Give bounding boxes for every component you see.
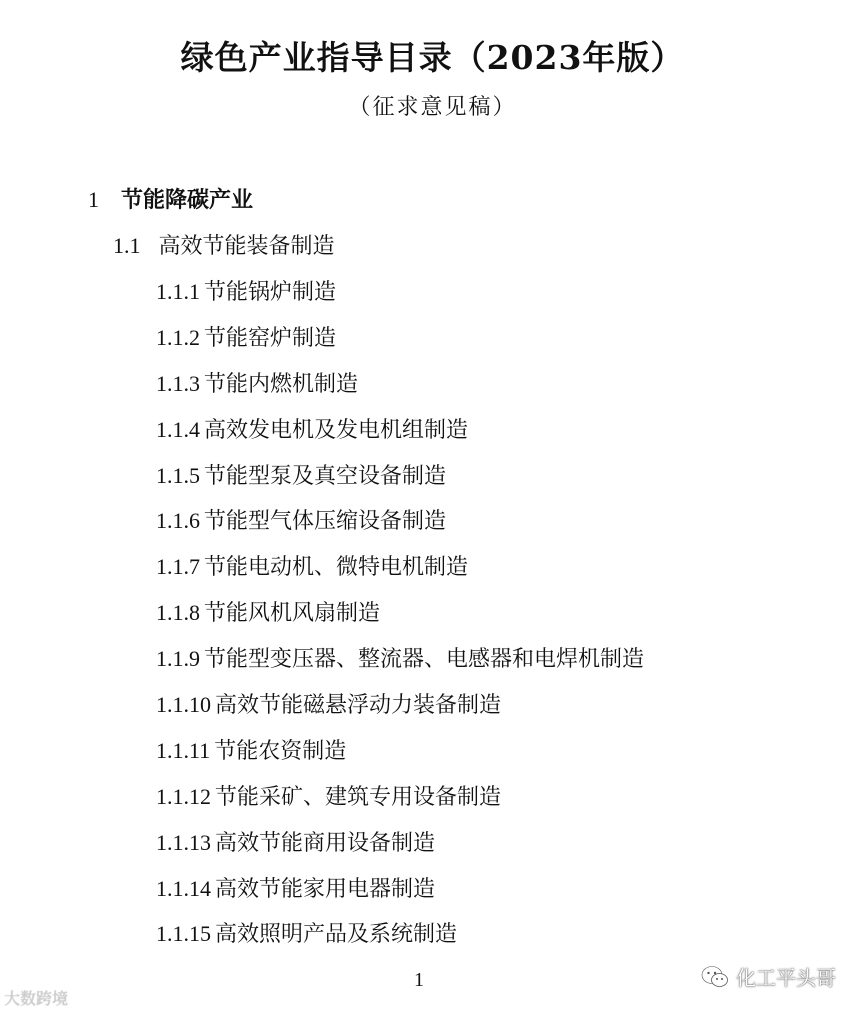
section-label: 节能降碳产业	[121, 187, 254, 213]
item-label: 高效发电机及发电机组制造	[204, 417, 469, 443]
watermark-right-text: 化工平头哥	[736, 966, 836, 990]
item-label: 高效节能商用设备制造	[215, 830, 436, 856]
list-item	[156, 597, 644, 643]
subsection-label: 高效节能装备制造	[158, 234, 335, 259]
document-title: 绿色产业指导目录（2023年版）	[180, 38, 685, 77]
item-label: 高效照明产品及系统制造	[215, 922, 458, 948]
section-heading	[88, 184, 253, 216]
list-item	[156, 643, 644, 689]
item-label: 节能内燃机制造	[204, 371, 359, 397]
watermark-left	[4, 986, 68, 1009]
section-number: 1	[88, 187, 99, 212]
list-item	[156, 505, 644, 551]
list-item	[156, 322, 644, 368]
list-item	[156, 918, 644, 964]
item-label: 节能采矿、建筑专用设备制造	[215, 784, 502, 810]
list-item	[156, 368, 644, 414]
list-item	[156, 689, 644, 735]
item-label: 节能农资制造	[214, 738, 347, 764]
item-number: 1.1.7	[156, 554, 200, 580]
item-number: 1.1.1	[156, 279, 200, 304]
item-number: 1.1.3	[156, 370, 200, 396]
item-number: 1.1.6	[156, 508, 200, 534]
list-item	[156, 781, 644, 827]
item-label: 节能窑炉制造	[204, 325, 337, 351]
item-label: 节能风机风扇制造	[204, 601, 381, 627]
page-number: 1	[414, 969, 424, 991]
item-number: 1.1.4	[156, 416, 200, 442]
item-label: 高效节能磁悬浮动力装备制造	[215, 693, 502, 719]
item-label: 节能型变压器、整流器、电感器和电焊机制造	[204, 647, 645, 673]
item-list	[156, 276, 644, 964]
item-label: 节能电动机、微特电机制造	[204, 555, 469, 581]
item-number: 1.1.5	[156, 462, 200, 488]
subsection-number: 1.1	[113, 233, 141, 258]
item-number: 1.1.14	[156, 875, 211, 901]
subsection-heading	[113, 230, 335, 263]
item-label: 节能型泵及真空设备制造	[204, 463, 447, 489]
document-subtitle: （征求意见稿）	[348, 95, 517, 120]
item-number: 1.1.12	[156, 783, 211, 809]
list-item	[156, 460, 644, 506]
item-label: 节能锅炉制造	[204, 280, 337, 305]
item-number: 1.1.13	[156, 829, 211, 855]
watermark-right	[700, 962, 836, 991]
wechat-icon	[700, 964, 730, 990]
item-number: 1.1.2	[156, 324, 200, 350]
item-number: 1.1.8	[156, 600, 200, 626]
list-item	[156, 276, 644, 322]
item-number: 1.1.11	[156, 737, 211, 763]
list-item	[156, 735, 644, 781]
item-number: 1.1.15	[156, 921, 211, 947]
list-item	[156, 551, 644, 597]
item-number: 1.1.10	[156, 692, 211, 718]
list-item	[156, 827, 644, 873]
item-number: 1.1.9	[156, 646, 200, 672]
watermark-left-text: 大数跨境	[4, 989, 69, 1008]
list-item	[156, 873, 644, 919]
item-label: 节能型气体压缩设备制造	[204, 509, 447, 535]
item-label: 高效节能家用电器制造	[215, 876, 436, 902]
list-item	[156, 414, 644, 460]
